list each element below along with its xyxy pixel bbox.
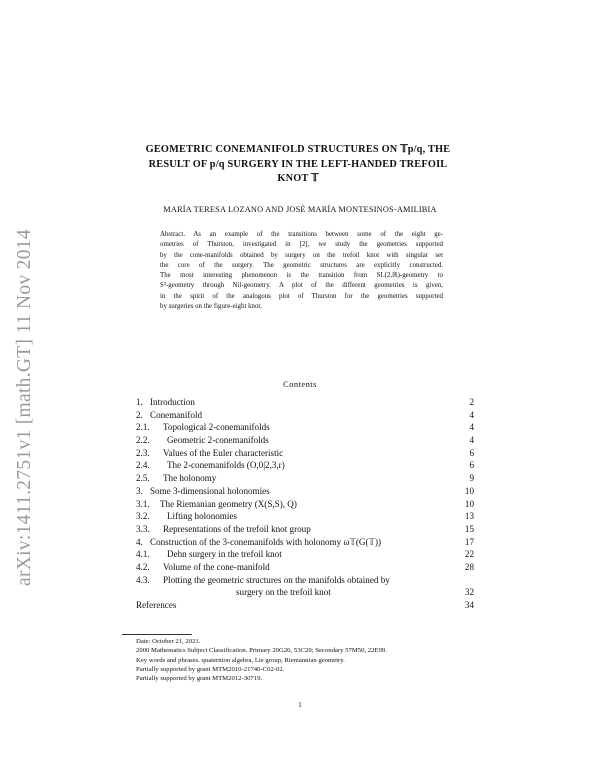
toc-label: Some 3-dimensional holonomies [150, 485, 270, 496]
toc-number: 3. [136, 485, 143, 496]
toc-page: 17 [464, 536, 474, 547]
toc-page: 28 [464, 561, 474, 572]
abstract [160, 230, 443, 312]
toc-number: 2.3. [136, 447, 150, 458]
footnote-grant: Partially supported by grant MTM2010-21740-C02-02. [136, 665, 285, 673]
toc-label: Plotting the geometric structures on the manifolds obtained by [163, 574, 390, 585]
toc-page: 2 [469, 397, 474, 407]
toc-label: Values of the Euler characteristic [163, 447, 284, 458]
toc-label: Topological 2-conemanifolds [163, 422, 270, 433]
toc-number: 2.1. [136, 422, 150, 433]
toc-page: 34 [464, 600, 474, 611]
toc-page: 22 [464, 549, 474, 560]
abstract-line: in the spirit of the analogous plot of Thurston for the geometries supported [160, 292, 443, 300]
toc-entry[interactable] [136, 421, 474, 434]
toc-number: 1. [136, 397, 143, 407]
toc-label: The Riemanian geometry (X(S,S), Q) [160, 498, 297, 509]
toc-entry[interactable] [136, 510, 474, 523]
abstract-line: Abstract. As an example of the transitions between some of the eight ge- [160, 231, 443, 238]
abstract-line: S³-geometry through Nil-geometry. A plot of the different geometries is given, [160, 282, 443, 290]
table-of-contents [136, 396, 474, 612]
toc-label: Representations of the trefoil knot group [163, 523, 311, 534]
toc-entry[interactable] [136, 434, 474, 447]
contents-heading: Contents [283, 380, 317, 389]
toc-number: 2.2. [136, 435, 150, 446]
toc-entry[interactable] [136, 523, 474, 536]
toc-label: The holonomy [163, 473, 217, 484]
toc-entry[interactable] [136, 548, 474, 561]
footnote-keywords: Key words and phrases. quaternion algebra, Lie group, Riemannian geometry. [136, 656, 345, 664]
title-line: GEOMETRIC CONEMANIFOLD STRUCTURES ON 𝕋p/q, THE [145, 144, 451, 155]
abstract-line: ometries of Thurston, investigated in [2], we study the geometries supported [160, 241, 443, 249]
toc-label: Dehn surgery in the trefoil knot [167, 549, 282, 560]
abstract-line: The most interesting phenomenon is the transition from SL(2,ℝ)-geometry to [160, 272, 443, 280]
toc-label-continued: surgery on the trefoil knot [236, 587, 331, 598]
toc-number: 4.3. [136, 574, 150, 585]
toc-number: 2.4. [136, 460, 150, 471]
title-line: RESULT OF p/q SURGERY IN THE LEFT-HANDED TREFOIL [148, 158, 448, 170]
toc-entry[interactable] [136, 459, 474, 472]
toc-page: 32 [464, 587, 474, 598]
toc-page: 10 [464, 485, 474, 496]
toc-label: Conemanifold [150, 409, 203, 420]
paper-title [118, 143, 478, 187]
toc-entry[interactable] [136, 396, 474, 409]
toc-number: 3.3. [136, 523, 150, 534]
toc-page: 13 [464, 511, 474, 522]
abstract-line: by surgeries on the figure-eight knot. [160, 303, 263, 311]
footnote-date: Date: October 21, 2021. [136, 638, 201, 645]
toc-label: Construction of the 3-conemanifolds with holonomy ω𝕋(G(𝕋)) [150, 536, 382, 547]
toc-page: 15 [464, 523, 474, 534]
toc-number: 4.1. [136, 549, 150, 560]
toc-page: 4 [469, 422, 474, 433]
toc-page: 9 [469, 473, 474, 484]
toc-page: 10 [464, 498, 474, 509]
toc-entry[interactable] [136, 574, 474, 599]
toc-number: 2. [136, 409, 143, 420]
toc-label: Lifting holonomies [167, 511, 237, 522]
toc-label: The 2-conemanifolds (O,0|2,3,r) [167, 460, 285, 471]
toc-page: 4 [469, 435, 474, 446]
footnote-grant: Partially supported by grant MTM2012-30719. [136, 675, 263, 683]
toc-page: 6 [469, 460, 474, 471]
footnote-msc: 2000 Mathematics Subject Classification. Primary 20G20, 53C20; Secondary 57M50, 22E99. [136, 647, 387, 655]
toc-entry[interactable] [136, 536, 474, 549]
abstract-line: the core of the surgery. The geometric structures are explicitly constructed. [160, 261, 443, 269]
toc-label: Volume of the cone-manifold [163, 561, 270, 572]
toc-entry[interactable] [136, 409, 474, 422]
footnotes [136, 637, 387, 683]
toc-label: References [136, 600, 177, 611]
page-number: 1 [298, 701, 302, 709]
toc-label: Geometric 2-conemanifolds [167, 435, 269, 446]
toc-page: 6 [469, 447, 474, 458]
toc-number: 4.2. [136, 561, 150, 572]
toc-entry[interactable] [136, 447, 474, 460]
toc-number: 3.2. [136, 511, 150, 522]
title-line: KNOT 𝕋 [277, 173, 319, 184]
toc-number: 2.5. [136, 473, 150, 484]
abstract-line: by the cone-manifolds obtained by surgery on the trefoil knot with singular set [160, 251, 443, 259]
toc-entry[interactable] [136, 599, 474, 612]
toc-entry[interactable] [136, 498, 474, 511]
toc-number: 4. [136, 536, 143, 547]
toc-entry[interactable] [136, 561, 474, 574]
toc-entry[interactable] [136, 472, 474, 485]
footnote-rule [122, 634, 192, 635]
toc-page: 4 [469, 409, 474, 420]
arxiv-stamp: arXiv:1411.2751v1 [math.GT] 11 Nov 2014 [14, 229, 35, 586]
toc-number: 3.1. [136, 498, 150, 509]
toc-entry[interactable] [136, 485, 474, 498]
authors: MARÍA TERESA LOZANO AND JOSÉ MARÍA MONTESINOS-AMILIBIA [163, 205, 437, 214]
toc-label: Introduction [150, 397, 195, 407]
